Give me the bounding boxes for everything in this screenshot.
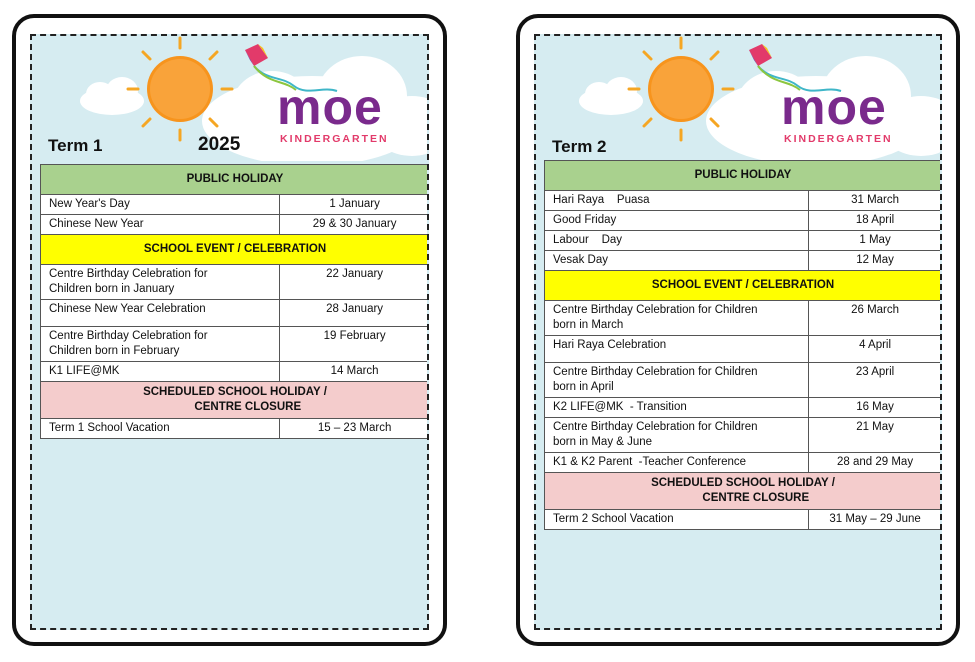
closure-header-row bbox=[545, 473, 942, 510]
event-date: 26 March bbox=[809, 301, 942, 336]
event-name: Centre Birthday Celebration for Children born in January bbox=[41, 265, 280, 300]
table-row bbox=[41, 419, 430, 439]
term2-table bbox=[544, 160, 942, 530]
table-row bbox=[545, 336, 942, 363]
event-date: 16 May bbox=[809, 398, 942, 418]
table-row bbox=[41, 327, 430, 362]
public-holiday-header: PUBLIC HOLIDAY bbox=[41, 165, 430, 195]
sun-icon bbox=[629, 38, 733, 140]
event-name: Chinese New Year bbox=[41, 215, 280, 235]
event-date: 22 January bbox=[280, 265, 429, 300]
event-date: 31 May – 29 June bbox=[809, 510, 942, 530]
event-name: Centre Birthday Celebration for Children born in April bbox=[545, 363, 809, 398]
event-name: Term 2 School Vacation bbox=[545, 510, 809, 530]
events-header: SCHOOL EVENT / CELEBRATION bbox=[545, 271, 942, 301]
cloud-icon bbox=[579, 56, 942, 161]
logo-sub: KINDERGARTEN bbox=[280, 133, 389, 145]
event-name: Chinese New Year Celebration bbox=[41, 300, 280, 327]
table-row bbox=[41, 362, 430, 382]
table-row bbox=[545, 231, 942, 251]
term2-card bbox=[516, 14, 960, 646]
term1-header bbox=[32, 36, 427, 161]
event-date: 18 April bbox=[809, 211, 942, 231]
event-name: Hari Raya Puasa bbox=[545, 191, 809, 211]
table-row bbox=[545, 453, 942, 473]
event-name: K2 LIFE@MK - Transition bbox=[545, 398, 809, 418]
events-header-row bbox=[545, 271, 942, 301]
event-date: 28 January bbox=[280, 300, 429, 327]
logo-main: moe bbox=[277, 79, 383, 135]
table-row bbox=[41, 300, 430, 327]
term1-panel bbox=[30, 34, 429, 630]
event-date: 1 January bbox=[280, 195, 429, 215]
term2-panel bbox=[534, 34, 942, 630]
closure-header: SCHEDULED SCHOOL HOLIDAY / CENTRE CLOSURE bbox=[545, 473, 942, 510]
table-row bbox=[545, 418, 942, 453]
table-row bbox=[41, 215, 430, 235]
term2-header bbox=[536, 36, 940, 161]
term1-card bbox=[12, 14, 447, 646]
event-date: 31 March bbox=[809, 191, 942, 211]
term1-title: Term 1 bbox=[48, 136, 103, 155]
event-date: 19 February bbox=[280, 327, 429, 362]
event-date: 21 May bbox=[809, 418, 942, 453]
public-holiday-header-row bbox=[41, 165, 430, 195]
event-date: 12 May bbox=[809, 251, 942, 271]
table-row bbox=[545, 191, 942, 211]
event-name: K1 & K2 Parent -Teacher Conference bbox=[545, 453, 809, 473]
event-date: 1 May bbox=[809, 231, 942, 251]
table-row bbox=[41, 195, 430, 215]
event-date: 15 – 23 March bbox=[280, 419, 429, 439]
event-name: Good Friday bbox=[545, 211, 809, 231]
event-date: 14 March bbox=[280, 362, 429, 382]
logo-main: moe bbox=[781, 79, 887, 135]
table-row bbox=[545, 251, 942, 271]
events-header: SCHOOL EVENT / CELEBRATION bbox=[41, 235, 430, 265]
event-name: Centre Birthday Celebration for Children born in May & June bbox=[545, 418, 809, 453]
public-holiday-header: PUBLIC HOLIDAY bbox=[545, 161, 942, 191]
event-date: 4 April bbox=[809, 336, 942, 363]
event-date: 23 April bbox=[809, 363, 942, 398]
event-name: Vesak Day bbox=[545, 251, 809, 271]
year-label: 2025 bbox=[198, 134, 241, 155]
event-name: New Year's Day bbox=[41, 195, 280, 215]
table-row bbox=[41, 265, 430, 300]
event-name: Centre Birthday Celebration for Children born in February bbox=[41, 327, 280, 362]
sun-icon bbox=[128, 38, 232, 140]
event-name: Centre Birthday Celebration for Children born in March bbox=[545, 301, 809, 336]
event-name: Labour Day bbox=[545, 231, 809, 251]
event-date: 28 and 29 May bbox=[809, 453, 942, 473]
logo-sub: KINDERGARTEN bbox=[784, 133, 893, 145]
event-name: Hari Raya Celebration bbox=[545, 336, 809, 363]
term1-table bbox=[40, 164, 429, 439]
events-header-row bbox=[41, 235, 430, 265]
table-row bbox=[545, 301, 942, 336]
table-row bbox=[545, 398, 942, 418]
table-row bbox=[545, 363, 942, 398]
closure-header: SCHEDULED SCHOOL HOLIDAY / CENTRE CLOSURE bbox=[41, 382, 430, 419]
event-name: Term 1 School Vacation bbox=[41, 419, 280, 439]
closure-header-row bbox=[41, 382, 430, 419]
table-row bbox=[545, 211, 942, 231]
event-date: 29 & 30 January bbox=[280, 215, 429, 235]
public-holiday-header-row bbox=[545, 161, 942, 191]
term2-title: Term 2 bbox=[552, 137, 607, 156]
table-row bbox=[545, 510, 942, 530]
event-name: K1 LIFE@MK bbox=[41, 362, 280, 382]
